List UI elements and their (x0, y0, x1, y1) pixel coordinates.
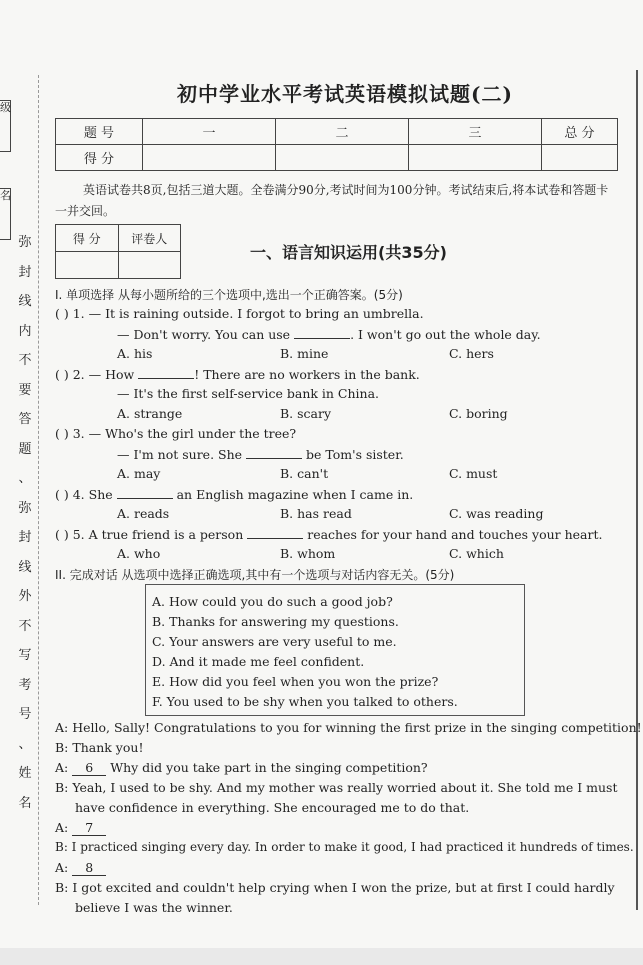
dialog-option: C. Your answers are very useful to me. (152, 634, 397, 649)
answer-blank (117, 486, 173, 499)
seal-char: 线 (18, 294, 32, 309)
question-number: ( ) 2. (55, 367, 85, 382)
dialog-option: F. You used to be shy when you talked to others. (152, 694, 458, 709)
dialog-option: D. And it made me feel confident. (152, 654, 365, 669)
score-header-cell: 二 (276, 119, 409, 145)
score-header-cell: 一 (143, 119, 276, 145)
speaker-label: A: (55, 760, 69, 775)
question-2-reply: — It's the first self-service bank in China. (117, 386, 380, 401)
answer-blank (246, 446, 302, 459)
seal-char: 姓 (18, 766, 32, 781)
option-a: A. may (117, 466, 161, 481)
option-c: C. boring (449, 406, 508, 421)
speaker-label: A: (55, 860, 69, 875)
dialog-line (55, 760, 428, 776)
question-2 (55, 366, 420, 382)
answer-blank (294, 326, 350, 339)
dialog-line-cont: believe I was the winner. (75, 900, 233, 915)
option-a: A. reads (117, 506, 170, 521)
dialog-option: E. How did you feel when you won the prize? (152, 674, 439, 689)
binding-margin (0, 0, 40, 948)
question-text: an English magazine when I came in. (176, 487, 414, 502)
option-c: C. hers (449, 346, 494, 361)
class-label: 级 (0, 101, 11, 114)
class-box (0, 100, 11, 152)
dialog-line: B: Thank you! (55, 740, 144, 755)
question-text: — I'm not sure. She (117, 447, 243, 462)
answer-blank (138, 366, 194, 379)
question-text: — Who's the girl under the tree? (88, 426, 297, 441)
question-text: — How (88, 367, 135, 382)
seal-char: 封 (18, 530, 32, 545)
dialog-line: A: Hello, Sally! Congratulations to you for winning the first prize in the singing competition! (55, 720, 642, 735)
section-title: 一、语言知识运用(共35分) (250, 243, 447, 262)
question-text: — Don't worry. You can use (117, 327, 291, 342)
option-a: A. his (117, 346, 153, 361)
question-4 (55, 486, 413, 502)
answer-blank-6: 6 (72, 760, 106, 776)
answer-blank-8: 8 (72, 860, 106, 876)
score-row-label: 得 分 (56, 145, 143, 171)
seal-char: 不 (18, 618, 32, 634)
exam-instructions: 英语试卷共8页,包括三道大题。全卷满分90分,考试时间为100分钟。考试结束后,将本试卷和答题卡一并交回。 (55, 183, 609, 218)
seal-line (38, 75, 39, 905)
seal-char: 写 (18, 648, 32, 663)
seal-char: 内 (18, 323, 32, 339)
question-text: — It is raining outside. I forgot to bring an umbrella. (88, 306, 424, 321)
question-number: ( ) 4. (55, 487, 85, 502)
grader-table (55, 224, 181, 279)
option-a: A. who (117, 546, 161, 561)
question-number: ( ) 3. (55, 426, 85, 441)
question-text: reaches for your hand and touches your heart. (307, 527, 603, 542)
question-5 (55, 526, 602, 542)
option-c: C. which (449, 546, 504, 561)
option-b: B. whom (280, 546, 336, 561)
speaker-label: A: (55, 820, 69, 835)
seal-char: 、 (18, 471, 32, 486)
score-header-cell: 题 号 (56, 119, 143, 145)
seal-char: 不 (18, 353, 32, 368)
part2-heading: II. 完成对话 从选项中选择正确选项,其中有一个选项与对话内容无关。(5分) (55, 568, 455, 582)
seal-char: 答 (18, 412, 32, 427)
seal-char: 题 (18, 441, 32, 457)
dialog-line-cont: have confidence in everything. She encouraged me to do that. (75, 800, 470, 815)
page-edge (636, 70, 638, 910)
answer-blank (247, 526, 303, 539)
option-b: B. has read (280, 506, 352, 521)
seal-char: 名 (18, 795, 32, 811)
score-cell (143, 145, 276, 171)
question-1-reply (117, 326, 541, 342)
dialog-line (55, 820, 106, 836)
question-number: ( ) 1. (55, 306, 85, 321)
seal-char: 封 (18, 264, 32, 280)
score-cell (542, 145, 618, 171)
grader-score-label: 得 分 (56, 225, 119, 252)
dialog-option: A. How could you do such a good job? (152, 594, 393, 609)
option-c: C. was reading (449, 506, 544, 521)
grader-name-cell (118, 252, 181, 279)
score-header-cell: 三 (409, 119, 542, 145)
dialog-line: B: Yeah, I used to be shy. And my mother was really worried about it. She told me I must (55, 780, 618, 795)
question-1 (55, 306, 424, 321)
dialog-line: B: I got excited and couldn't help crying when I won the prize, but at first I could hardly (55, 880, 615, 895)
seal-char: 、 (18, 736, 32, 752)
name-box (0, 188, 11, 240)
question-text: She (88, 487, 113, 502)
seal-char: 要 (18, 382, 32, 398)
question-text: ! There are no workers in the bank. (194, 367, 420, 382)
dialog-option: B. Thanks for answering my questions. (152, 614, 399, 629)
part1-heading: I. 单项选择 从每小题所给的三个选项中,选出一个正确答案。(5分) (55, 288, 403, 302)
score-cell (276, 145, 409, 171)
seal-char: 考 (18, 677, 32, 693)
question-text: . I won't go out the whole day. (350, 327, 541, 342)
dialog-line (55, 860, 106, 876)
score-table (55, 118, 618, 171)
seal-char: 号 (18, 707, 32, 722)
dialog-text: Why did you take part in the singing competition? (110, 760, 428, 775)
question-text: be Tom's sister. (306, 447, 404, 462)
option-b: B. scary (280, 406, 332, 421)
grader-name-label: 评卷人 (118, 225, 181, 252)
option-b: B. can't (280, 466, 329, 481)
score-cell (409, 145, 542, 171)
question-3 (55, 426, 296, 441)
seal-char: 弥 (18, 500, 32, 516)
option-a: A. strange (117, 406, 183, 421)
option-b: B. mine (280, 346, 329, 361)
dialog-line: B: I practiced singing every day. In order to make it good, I had practiced it hundreds of times. (55, 840, 634, 854)
seal-line-notice (14, 228, 36, 818)
seal-char: 外 (18, 589, 32, 604)
seal-char: 线 (18, 559, 32, 575)
option-c: C. must (449, 466, 498, 481)
question-number: ( ) 5. (55, 527, 85, 542)
answer-blank-7: 7 (72, 820, 106, 836)
question-text: A true friend is a person (88, 527, 244, 542)
question-3-reply (117, 446, 404, 462)
seal-char: 弥 (18, 235, 32, 250)
grader-score-cell (56, 252, 119, 279)
name-label: 名 (0, 189, 11, 202)
page-title: 初中学业水平考试英语模拟试题(二) (177, 82, 513, 106)
score-header-cell: 总 分 (542, 119, 618, 145)
